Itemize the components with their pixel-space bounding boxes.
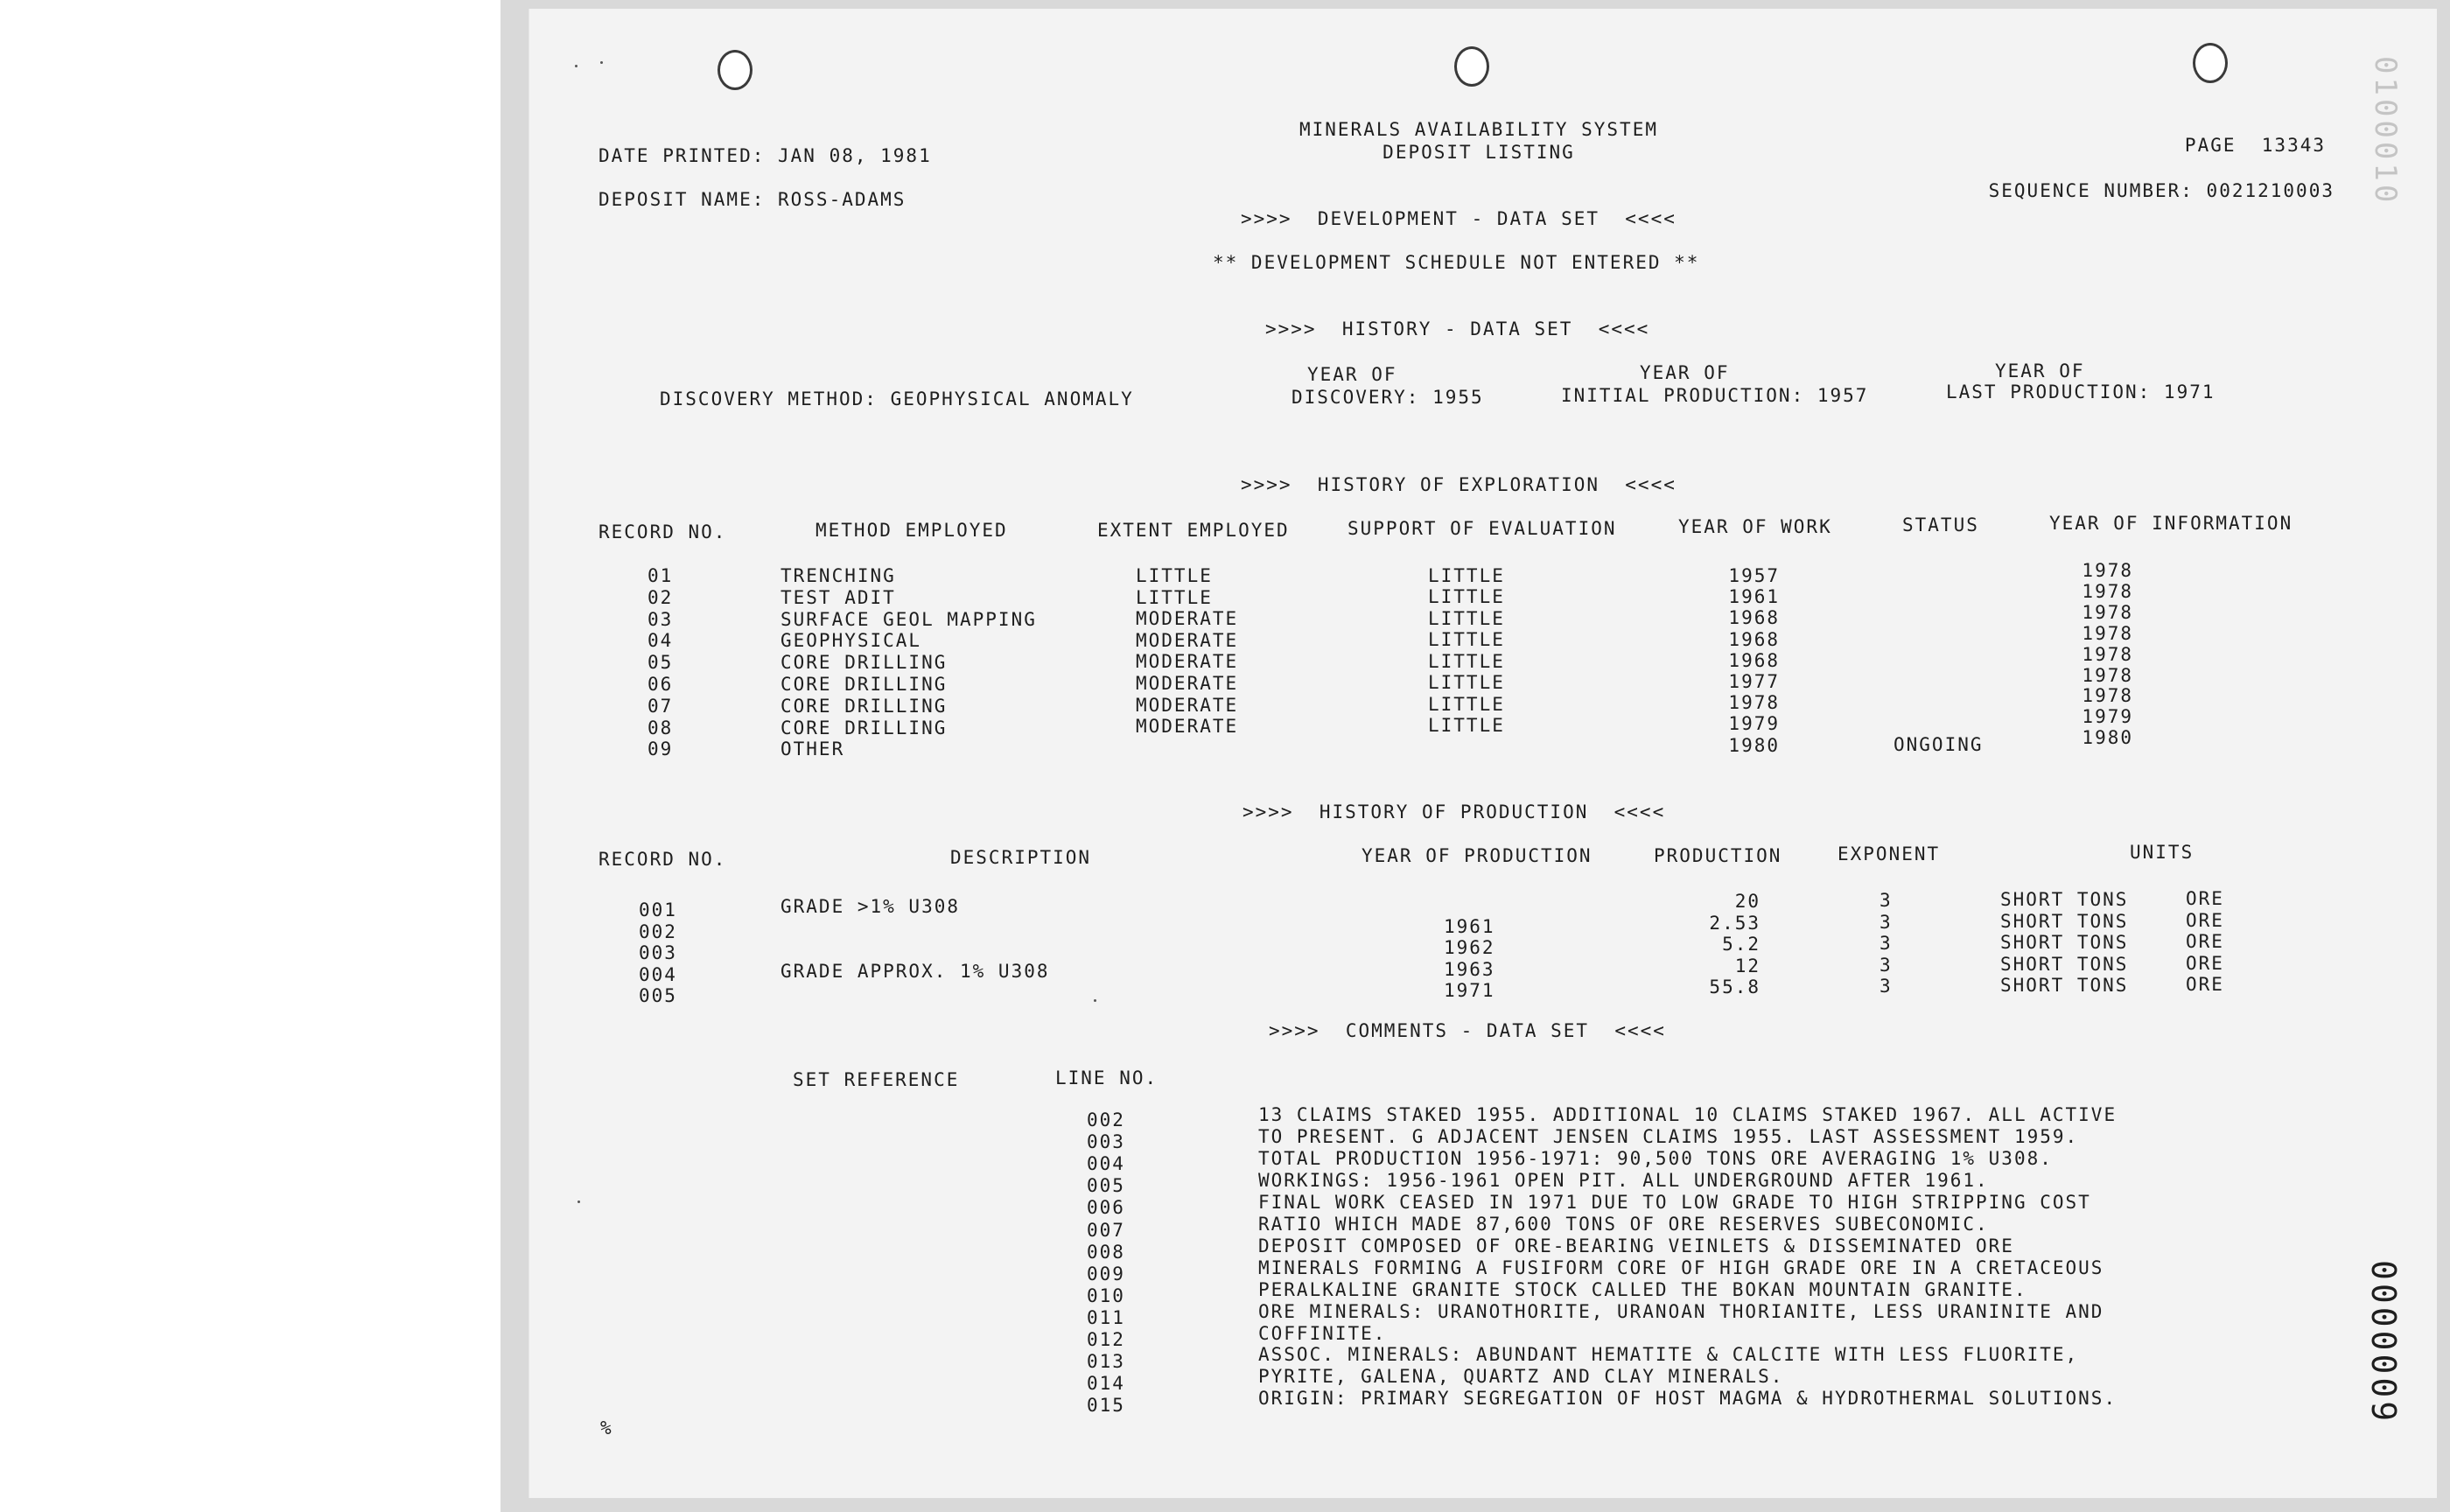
production-heading: >>>> HISTORY OF PRODUCTION <<<< <box>1242 802 1666 822</box>
comment-line-no: 009 <box>1087 1263 1125 1284</box>
comment-text: RATIO WHICH MADE 87,600 TONS OF ORE RESERVES SUBECONOMIC. <box>1258 1213 1989 1235</box>
production-units-type: ORE <box>2186 974 2224 996</box>
comment-line-no: 010 <box>1087 1284 1125 1306</box>
exploration-heading: >>>> HISTORY OF EXPLORATION <<<< <box>1241 474 1676 495</box>
deposit-name: DEPOSIT NAME: ROSS-ADAMS <box>598 189 906 210</box>
punch-hole-right <box>2193 43 2228 83</box>
exploration-extent: MODERATE <box>1136 629 1239 651</box>
production-col-exponent: EXPONENT <box>1838 844 1941 864</box>
exploration-record-no: 07 <box>648 695 674 717</box>
exploration-year-of-information: 1978 <box>2082 560 2133 581</box>
comment-line-no: 008 <box>1087 1241 1125 1263</box>
exploration-extent: MODERATE <box>1136 608 1239 630</box>
exploration-support: LITTLE <box>1428 629 1505 651</box>
speck-mark <box>600 61 603 64</box>
comment-line-no: 002 <box>1087 1110 1125 1130</box>
production-units: SHORT TONS <box>2000 910 2129 932</box>
exploration-col-status: STATUS <box>1902 514 1979 536</box>
exploration-status: ONGOING <box>1894 733 1984 755</box>
exploration-record-no: 05 <box>648 652 674 674</box>
development-schedule-note: ** DEVELOPMENT SCHEDULE NOT ENTERED ** <box>1213 252 1700 273</box>
exploration-support: LITTLE <box>1428 715 1505 737</box>
exploration-record-no: 06 <box>648 674 674 695</box>
production-record-no: 002 <box>639 920 677 942</box>
production-col-year: YEAR OF PRODUCTION <box>1362 845 1592 866</box>
production-units: SHORT TONS <box>2000 953 2129 975</box>
exploration-year-of-information: 1978 <box>2082 601 2133 623</box>
year-of-discovery: DISCOVERY: 1955 <box>1292 387 1484 408</box>
comment-line-no: 005 <box>1087 1175 1125 1197</box>
page-number: PAGE 13343 <box>2184 135 2326 156</box>
listing-title: DEPOSIT LISTING <box>1382 142 1575 163</box>
comment-text: WORKINGS: 1956-1961 OPEN PIT. ALL UNDERGROUND AFTER 1961. <box>1258 1169 1989 1191</box>
exploration-support: LITTLE <box>1428 607 1505 629</box>
comment-text: ORIGIN: PRIMARY SEGREGATION OF HOST MAGMA & HYDROTHERMAL SOLUTIONS. <box>1258 1388 2118 1410</box>
exploration-record-no: 01 <box>648 565 674 586</box>
date-printed: DATE PRINTED: JAN 08, 1981 <box>598 145 932 166</box>
production-year: 1962 <box>1444 937 1495 959</box>
exploration-extent: MODERATE <box>1136 716 1239 738</box>
year-of-last-production-label: YEAR OF <box>1995 360 2085 382</box>
exploration-method: OTHER <box>780 738 845 760</box>
production-col-description: DESCRIPTION <box>950 847 1092 868</box>
exploration-record-no: 08 <box>648 717 674 738</box>
exploration-year-of-work: 1968 <box>1728 649 1780 671</box>
development-heading: >>>> DEVELOPMENT - DATA SET <<<< <box>1241 208 1676 229</box>
comments-col-set-reference: SET REFERENCE <box>793 1069 960 1090</box>
speck-mark <box>578 1200 580 1203</box>
year-of-initial-production-label: YEAR OF <box>1640 362 1730 383</box>
exploration-col-year-of-work: YEAR OF WORK <box>1678 516 1832 537</box>
comment-line-no: 011 <box>1087 1306 1125 1328</box>
comment-line-no: 015 <box>1087 1395 1125 1417</box>
exploration-year-of-work: 1977 <box>1728 671 1780 692</box>
exploration-year-of-work: 1957 <box>1728 565 1780 586</box>
discovery-method: DISCOVERY METHOD: GEOPHYSICAL ANOMALY <box>660 388 1134 410</box>
sequence-number: SEQUENCE NUMBER: 0021210003 <box>1988 180 2334 201</box>
production-exponent: 3 <box>1880 954 1893 976</box>
exploration-method: CORE DRILLING <box>780 695 948 717</box>
production-col-units: UNITS <box>2130 842 2194 863</box>
production-amount: 20 <box>1734 891 1760 912</box>
production-amount: 12 <box>1734 955 1760 976</box>
exploration-method: SURFACE GEOL MAPPING <box>780 608 1037 630</box>
production-units: SHORT TONS <box>2000 975 2129 997</box>
comment-line-no: 014 <box>1087 1373 1125 1395</box>
exploration-extent: MODERATE <box>1136 694 1239 716</box>
comment-line-no: 004 <box>1087 1153 1125 1175</box>
exploration-record-no: 04 <box>648 630 674 652</box>
speck-mark <box>1094 999 1096 1002</box>
exploration-year-of-information: 1979 <box>2082 706 2133 728</box>
production-year: 1963 <box>1444 958 1495 980</box>
exploration-year-of-information: 1978 <box>2082 643 2133 665</box>
exploration-support: LITTLE <box>1428 565 1505 586</box>
comment-text: ASSOC. MINERALS: ABUNDANT HEMATITE & CALCITE WITH LESS FLUORITE, <box>1258 1344 2079 1366</box>
exploration-col-support: SUPPORT OF EVALUATION <box>1348 518 1617 539</box>
exploration-year-of-information: 1978 <box>2082 664 2133 686</box>
exploration-year-of-information: 1980 <box>2082 727 2133 749</box>
production-year: 1961 <box>1444 915 1495 937</box>
exploration-support: LITTLE <box>1428 672 1505 694</box>
exploration-method: CORE DRILLING <box>780 717 948 738</box>
exploration-col-method: METHOD EMPLOYED <box>816 520 1008 541</box>
comment-text: COFFINITE. <box>1258 1322 1387 1344</box>
production-units: SHORT TONS <box>2000 932 2129 954</box>
production-exponent: 3 <box>1880 890 1893 911</box>
footer-mark: % <box>600 1418 613 1438</box>
comment-text: ORE MINERALS: URANOTHORITE, URANOAN THORIANITE, LESS URANINITE AND <box>1258 1300 2104 1322</box>
exploration-record-no: 02 <box>648 586 674 608</box>
margin-stamp-bottom-right: 0000009 <box>2364 1260 2403 1425</box>
comments-col-line-no: LINE NO. <box>1055 1068 1158 1088</box>
production-units-type: ORE <box>2186 952 2224 974</box>
production-exponent: 3 <box>1880 911 1893 933</box>
production-record-no: 005 <box>639 985 677 1007</box>
system-title: MINERALS AVAILABILITY SYSTEM <box>1298 119 1658 140</box>
exploration-method: CORE DRILLING <box>780 652 948 674</box>
exploration-support: LITTLE <box>1428 650 1505 672</box>
production-amount: 55.8 <box>1709 976 1760 998</box>
exploration-support: LITTLE <box>1428 693 1505 715</box>
comment-text: MINERALS FORMING A FUSIFORM CORE OF HIGH GRADE ORE IN A CRETACEOUS <box>1258 1256 2104 1278</box>
year-of-initial-production: INITIAL PRODUCTION: 1957 <box>1561 385 1869 406</box>
comment-text: PYRITE, GALENA, QUARTZ AND CLAY MINERALS. <box>1258 1366 1784 1388</box>
exploration-col-extent: EXTENT EMPLOYED <box>1097 520 1290 541</box>
exploration-extent: LITTLE <box>1136 565 1213 586</box>
exploration-year-of-information: 1978 <box>2082 685 2133 707</box>
production-description: GRADE >1% U308 <box>780 896 961 917</box>
exploration-method: TEST ADIT <box>780 586 896 608</box>
comment-line-no: 003 <box>1087 1131 1125 1153</box>
production-units-type: ORE <box>2186 909 2224 931</box>
production-record-no: 003 <box>639 942 677 964</box>
exploration-col-year-of-information: YEAR OF INFORMATION <box>2049 513 2293 534</box>
comment-text: TOTAL PRODUCTION 1956-1971: 90,500 TONS ORE AVERAGING 1% U308. <box>1258 1147 2053 1169</box>
comment-text: DEPOSIT COMPOSED OF ORE-BEARING VEINLETS & DISSEMINATED ORE <box>1258 1235 2014 1256</box>
punch-hole-center <box>1454 46 1489 87</box>
production-year: 1971 <box>1444 980 1495 1002</box>
production-units-type: ORE <box>2186 931 2224 953</box>
comment-text: TO PRESENT. G ADJACENT JENSEN CLAIMS 1955. LAST ASSESSMENT 1959. <box>1258 1125 2079 1147</box>
exploration-record-no: 09 <box>648 738 674 760</box>
exploration-method: CORE DRILLING <box>780 674 948 695</box>
speck-mark <box>575 65 578 67</box>
exploration-extent: MODERATE <box>1136 651 1239 673</box>
production-units: SHORT TONS <box>2000 889 2129 910</box>
production-col-production: PRODUCTION <box>1654 845 1782 866</box>
exploration-method: GEOPHYSICAL <box>780 630 922 652</box>
production-col-record-no: RECORD NO. <box>598 849 727 870</box>
comment-text: FINAL WORK CEASED IN 1971 DUE TO LOW GRADE TO HIGH STRIPPING COST <box>1258 1191 2091 1213</box>
exploration-year-of-work: 1968 <box>1728 628 1780 650</box>
comment-text: PERALKALINE GRANITE STOCK CALLED THE BOKAN MOUNTAIN GRANITE. <box>1258 1278 2027 1300</box>
exploration-support: LITTLE <box>1428 586 1505 608</box>
comment-text: 13 CLAIMS STAKED 1955. ADDITIONAL 10 CLAIMS STAKED 1967. ALL ACTIVE <box>1258 1104 2118 1125</box>
exploration-col-record-no: RECORD NO. <box>598 522 727 542</box>
exploration-year-of-information: 1978 <box>2082 580 2133 602</box>
margin-stamp-top-right: 0100010 <box>2368 56 2403 206</box>
year-of-last-production: LAST PRODUCTION: 1971 <box>1946 382 2216 402</box>
history-heading: >>>> HISTORY - DATA SET <<<< <box>1265 318 1650 340</box>
exploration-year-of-work: 1980 <box>1728 734 1780 756</box>
comment-line-no: 012 <box>1087 1329 1125 1350</box>
exploration-year-of-work: 1961 <box>1728 586 1780 608</box>
comments-heading: >>>> COMMENTS - DATA SET <<<< <box>1269 1020 1666 1041</box>
production-exponent: 3 <box>1880 933 1893 955</box>
production-record-no: 001 <box>639 900 677 920</box>
year-of-discovery-label: YEAR OF <box>1307 364 1397 385</box>
production-units-type: ORE <box>2186 888 2224 909</box>
production-exponent: 3 <box>1880 976 1893 998</box>
exploration-record-no: 03 <box>648 608 674 630</box>
exploration-extent: LITTLE <box>1136 586 1213 608</box>
comment-line-no: 013 <box>1087 1351 1125 1373</box>
production-description: GRADE APPROX. 1% U308 <box>780 960 1050 982</box>
exploration-year-of-work: 1979 <box>1728 713 1780 735</box>
production-amount: 5.2 <box>1722 934 1760 956</box>
exploration-extent: MODERATE <box>1136 673 1239 695</box>
comment-line-no: 006 <box>1087 1197 1125 1219</box>
exploration-year-of-information: 1978 <box>2082 622 2133 644</box>
comment-line-no: 007 <box>1087 1219 1125 1241</box>
exploration-method: TRENCHING <box>780 565 896 586</box>
exploration-year-of-work: 1968 <box>1728 607 1780 629</box>
punch-hole-left <box>718 50 752 90</box>
production-record-no: 004 <box>639 963 677 985</box>
production-amount: 2.53 <box>1709 912 1760 934</box>
exploration-year-of-work: 1978 <box>1728 692 1780 714</box>
